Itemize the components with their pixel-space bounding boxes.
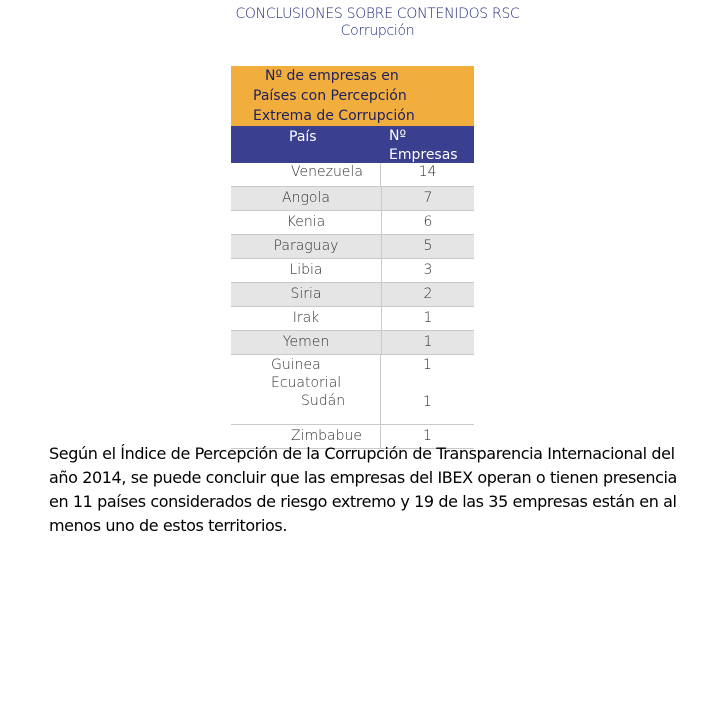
count-value: 1 xyxy=(423,394,432,410)
table-row xyxy=(231,331,474,355)
count-cell: 14 xyxy=(418,164,437,180)
slide-title: CONCLUSIONES SOBRE CONTENIDOS RSC xyxy=(235,6,520,22)
country-cell: Venezuela xyxy=(231,163,381,186)
table-column-headers xyxy=(231,126,474,163)
count-cell: 1 xyxy=(423,310,433,326)
slide-header xyxy=(0,6,720,40)
count-cell: 7 xyxy=(423,190,433,206)
corruption-table xyxy=(231,66,474,449)
country-cell: Yemen xyxy=(231,331,382,354)
column-header-count-line: Empresas xyxy=(389,147,458,163)
country-cell-line: Guinea xyxy=(271,357,321,373)
column-header-count-line: Nº xyxy=(389,128,407,144)
count-cell: 5 xyxy=(423,238,433,254)
country-cell: Paraguay xyxy=(231,235,382,258)
table-title-line: Extrema de Corrupción xyxy=(253,108,415,124)
country-cell: Libia xyxy=(231,259,382,282)
count-cell: 6 xyxy=(423,214,433,230)
country-cell: Angola xyxy=(231,187,382,210)
table-row xyxy=(231,187,474,211)
country-cell-line: Ecuatorial xyxy=(271,375,342,391)
country-cell: Kenia xyxy=(231,211,382,234)
count-cell: 2 xyxy=(423,286,433,302)
country-cell: Zimbabue xyxy=(231,425,381,448)
table-row xyxy=(231,283,474,307)
country-cell: Irak xyxy=(231,307,382,330)
table-row xyxy=(231,211,474,235)
table-title-line: Nº de empresas en xyxy=(265,68,399,84)
country-cell xyxy=(231,355,381,424)
column-header-country: País xyxy=(289,129,317,145)
slide-subtitle: Corrupción xyxy=(340,23,415,39)
table-row xyxy=(231,235,474,259)
country-cell-line: Sudán xyxy=(301,393,346,409)
count-cell: 1 xyxy=(423,334,433,350)
table-row-group xyxy=(231,355,474,425)
country-cell: Siria xyxy=(231,283,382,306)
column-header-count xyxy=(389,127,458,165)
table-title-line: Países con Percepción xyxy=(253,88,407,104)
count-value: 1 xyxy=(423,357,432,373)
table-title xyxy=(231,66,474,126)
table-row xyxy=(231,259,474,283)
count-cell: 3 xyxy=(423,262,433,278)
table-row xyxy=(231,163,474,187)
count-cell xyxy=(381,355,474,424)
count-cell: 1 xyxy=(423,428,432,444)
conclusion-paragraph: Según el Índice de Percepción de la Corrupción de Transparencia Internacional del año 2014, se puede concluir que las empresas del IBEX operan o tienen presencia en 11 países considerados de riesgo extremo y 19 de las 35 empresas están en al menos uno de estos territorios. xyxy=(49,444,677,535)
table-row xyxy=(231,307,474,331)
